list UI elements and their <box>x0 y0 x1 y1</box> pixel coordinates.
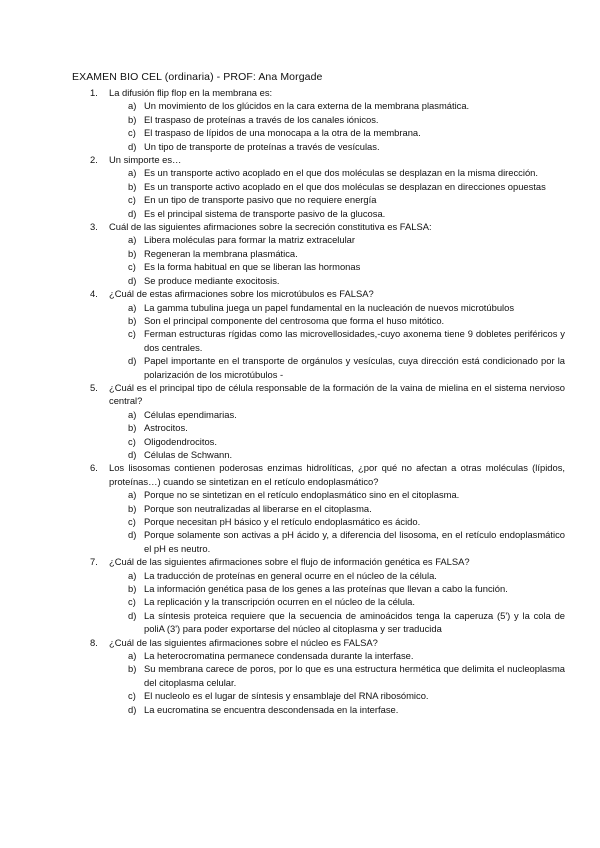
option-text: La eucromatina se encuentra descondensada en la interfase. <box>144 703 399 715</box>
option-text: En un tipo de transporte pasivo que no requiere energía <box>144 194 377 206</box>
option-letter: c) <box>128 435 136 447</box>
option-text: Células de Schwann. <box>144 448 233 460</box>
option-letter: b) <box>128 663 137 675</box>
answer-option-b <box>109 113 565 126</box>
question-number: 2. <box>90 154 98 166</box>
option-list <box>109 166 565 220</box>
question-number: 5. <box>90 381 98 393</box>
option-letter: b) <box>128 180 137 192</box>
question-number: 1. <box>90 87 98 98</box>
option-text: Es un transporte activo acoplado en el que dos moléculas se desplazan en direcciones opuestas <box>144 180 546 192</box>
exam-title: EXAMEN BIO CEL (ordinaria) - PROF: Ana Morgade <box>72 71 323 83</box>
question-7 <box>90 555 565 635</box>
option-text: Porque son neutralizadas al liberarse en el citoplasma. <box>144 502 372 514</box>
option-text: La traducción de proteínas en general ocurre en el núcleo de la célula. <box>144 569 437 581</box>
answer-option-a <box>109 649 565 662</box>
option-letter: d) <box>128 274 137 286</box>
option-text: Es un transporte activo acoplado en el que dos moléculas se desplazan en la misma dirección. <box>144 167 538 179</box>
answer-option-d <box>109 609 565 636</box>
option-text: Un tipo de transporte de proteínas a través de vesículas. <box>144 140 380 152</box>
answer-option-b <box>109 582 565 595</box>
option-text: El traspaso de lípidos de una monocapa a la otra de la membrana. <box>144 127 421 139</box>
answer-option-b <box>109 421 565 434</box>
answer-option-a <box>109 408 565 421</box>
question-list <box>90 86 565 716</box>
question-1 <box>90 86 565 153</box>
answer-option-d <box>109 207 565 220</box>
option-letter: d) <box>128 207 137 219</box>
option-text: El traspaso de proteínas a través de los canales iónicos. <box>144 113 379 125</box>
option-text: Se produce mediante exocitosis. <box>144 274 280 286</box>
option-text: La información genética pasa de los genes a las proteínas que llevan a cabo la función. <box>144 583 508 595</box>
answer-option-a <box>109 488 565 501</box>
option-text: El nucleolo es el lugar de síntesis y ensamblaje del RNA ribosómico. <box>144 690 429 702</box>
answer-option-d <box>109 528 565 555</box>
answer-option-d <box>109 140 565 153</box>
question-text: ¿Cuál de las siguientes afirmaciones sobre el núcleo es FALSA? <box>109 636 378 648</box>
option-letter: b) <box>128 502 137 514</box>
option-text: La replicación y la transcripción ocurren en el núcleo de la célula. <box>144 596 415 608</box>
answer-option-d <box>109 448 565 461</box>
answer-option-c <box>109 327 565 354</box>
option-letter: b) <box>128 583 137 595</box>
option-letter: a) <box>128 408 137 420</box>
option-letter: b) <box>128 314 137 326</box>
answer-option-c <box>109 126 565 139</box>
question-text: ¿Cuál es el principal tipo de célula responsable de la formación de la vaina de mielina en el sistema nervioso central? <box>109 381 565 407</box>
option-text: Libera moléculas para formar la matriz extracelular <box>144 234 356 246</box>
question-3 <box>90 220 565 287</box>
question-number: 7. <box>90 556 98 568</box>
option-text: Porque solamente son activas a pH ácido y, a diferencia del lisosoma, en el retículo endoplasmático el pH es neutro. <box>144 529 565 554</box>
option-text: Porque necesitan pH básico y el retículo endoplasmático es ácido. <box>144 516 421 527</box>
answer-option-d <box>109 354 565 381</box>
option-text: La gamma tubulina juega un papel fundamental en la nucleación de nuevos microtúbulos <box>144 301 515 313</box>
answer-option-b <box>109 314 565 327</box>
answer-option-a <box>109 99 565 112</box>
question-text: Los lisosomas contienen poderosas enzimas hidrolíticas, ¿por qué no afectan a otras moléculas (lípidos, proteínas…) cuando se sintetizan en el retículo endoplasmático? <box>109 462 565 487</box>
option-list <box>109 649 565 716</box>
question-number: 4. <box>90 288 98 300</box>
option-letter: d) <box>128 355 137 367</box>
answer-option-d <box>109 703 565 716</box>
answer-option-a <box>109 301 565 314</box>
option-letter: c) <box>128 261 136 273</box>
question-8 <box>90 636 565 716</box>
option-letter: d) <box>128 140 137 152</box>
answer-option-a <box>109 233 565 246</box>
question-text: ¿Cuál de las siguientes afirmaciones sobre el flujo de información genética es FALSA? <box>109 556 470 568</box>
option-text: Regeneran la membrana plasmática. <box>144 247 298 259</box>
option-letter: a) <box>128 489 137 501</box>
option-letter: d) <box>128 703 137 715</box>
option-text: Papel importante en el transporte de orgánulos y vesículas, cuya dirección está condicionado por la polarización de los microtúbulos - <box>144 355 565 380</box>
option-text: Es el principal sistema de transporte pasivo de la glucosa. <box>144 207 386 219</box>
question-4 <box>90 287 565 381</box>
option-letter: a) <box>128 234 137 246</box>
question-6 <box>90 461 565 555</box>
answer-option-c <box>109 193 565 206</box>
option-list <box>109 408 565 462</box>
option-text: La síntesis proteica requiere que la secuencia de aminoácidos tenga la caperuza (5') y la cola de poliA (3') para poder exportarse del núcleo al citoplasma y ser traducida <box>144 609 565 635</box>
option-letter: d) <box>128 609 137 621</box>
option-list <box>109 569 565 636</box>
question-5 <box>90 381 565 461</box>
answer-option-c <box>109 435 565 448</box>
option-letter: b) <box>128 422 137 434</box>
option-text: Porque no se sintetizan en el retículo endoplasmático sino en el citoplasma. <box>144 489 460 501</box>
option-letter: c) <box>128 690 136 702</box>
answer-option-a <box>109 166 565 179</box>
option-list <box>109 233 565 287</box>
option-text: Oligodendrocitos. <box>144 435 217 447</box>
answer-option-c <box>109 260 565 273</box>
answer-option-c <box>109 689 565 702</box>
answer-option-c <box>109 515 565 528</box>
question-number: 3. <box>90 221 98 233</box>
option-letter: a) <box>128 301 137 313</box>
question-text: La difusión flip flop en la membrana es: <box>109 87 273 98</box>
option-letter: b) <box>128 113 137 125</box>
option-text: Su membrana carece de poros, por lo que es una estructura hermética que delimita el nucleoplasma del citoplasma celular. <box>144 663 565 688</box>
answer-option-b <box>109 180 565 193</box>
answer-option-b <box>109 502 565 515</box>
option-letter: c) <box>128 127 136 139</box>
option-letter: d) <box>128 448 137 460</box>
option-text: Es la forma habitual en que se liberan las hormonas <box>144 261 361 273</box>
question-number: 8. <box>90 636 98 648</box>
question-number: 6. <box>90 462 98 474</box>
option-letter: c) <box>128 596 136 608</box>
option-text: Astrocitos. <box>144 422 188 434</box>
option-letter: a) <box>128 569 137 581</box>
answer-option-d <box>109 274 565 287</box>
option-text: Ferman estructuras rígidas como las microvellosidades,-cuyo axonema tiene 9 dobletes periféricos y dos centrales. <box>144 328 565 353</box>
answer-option-b <box>109 662 565 689</box>
option-text: La heterocromatina permanece condensada durante la interfase. <box>144 650 414 662</box>
option-letter: a) <box>128 650 137 662</box>
option-text: Un movimiento de los glúcidos en la cara externa de la membrana plasmática. <box>144 100 470 112</box>
option-letter: d) <box>128 529 137 541</box>
question-text: Cuál de las siguientes afirmaciones sobre la secreción constitutiva es FALSA: <box>109 221 432 233</box>
option-text: Son el principal componente del centrosoma que forma el huso mitótico. <box>144 314 445 326</box>
question-2 <box>90 153 565 220</box>
option-letter: a) <box>128 100 137 112</box>
option-list <box>109 301 565 381</box>
option-letter: b) <box>128 247 137 259</box>
option-letter: c) <box>128 516 136 527</box>
option-letter: c) <box>128 328 136 340</box>
option-list <box>109 99 565 153</box>
option-list <box>109 488 565 555</box>
answer-option-b <box>109 247 565 260</box>
option-letter: c) <box>128 194 136 206</box>
question-text: Un simporte es… <box>109 154 182 166</box>
option-text: Células ependimarias. <box>144 408 237 420</box>
answer-option-a <box>109 569 565 582</box>
question-text: ¿Cuál de estas afirmaciones sobre los microtúbulos es FALSA? <box>109 288 374 300</box>
answer-option-c <box>109 595 565 608</box>
option-letter: a) <box>128 167 137 179</box>
